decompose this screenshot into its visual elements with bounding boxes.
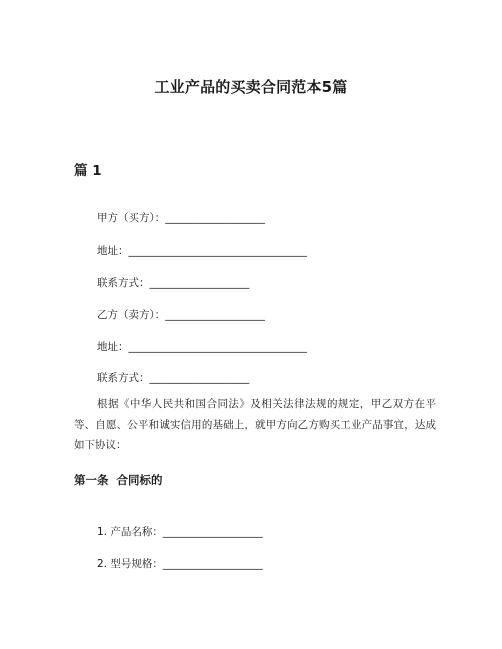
seller-name-field: 乙方（卖方）：___________________ — [97, 309, 265, 321]
buyer-address-field: 地址：__________________________________ — [97, 245, 307, 257]
section-heading: 篇 1 — [74, 163, 102, 179]
model-spec-item: 2. 型号规格：___________________ — [97, 558, 263, 570]
article-heading — [74, 472, 163, 488]
document-title: 工业产品的买卖合同范本5篇 — [154, 78, 348, 96]
buyer-contact-field: 联系方式：___________________ — [97, 277, 250, 289]
product-name-item: 1. 产品名称：___________________ — [97, 526, 263, 538]
article-title: 合同标的 — [116, 473, 163, 487]
preamble-paragraph: 根据《中华人民共和国合同法》及相关法律法规的规定，甲乙双方在平等、自愿、公平和诚实信用的基础上，就甲方向乙方购买工业产品事宜，达成如下协议： — [74, 398, 436, 451]
seller-contact-field: 联系方式：___________________ — [97, 372, 250, 384]
seller-address-field: 地址：__________________________________ — [97, 341, 307, 353]
article-number: 第一条 — [74, 473, 109, 487]
buyer-name-field: 甲方（买方）：___________________ — [97, 212, 265, 224]
